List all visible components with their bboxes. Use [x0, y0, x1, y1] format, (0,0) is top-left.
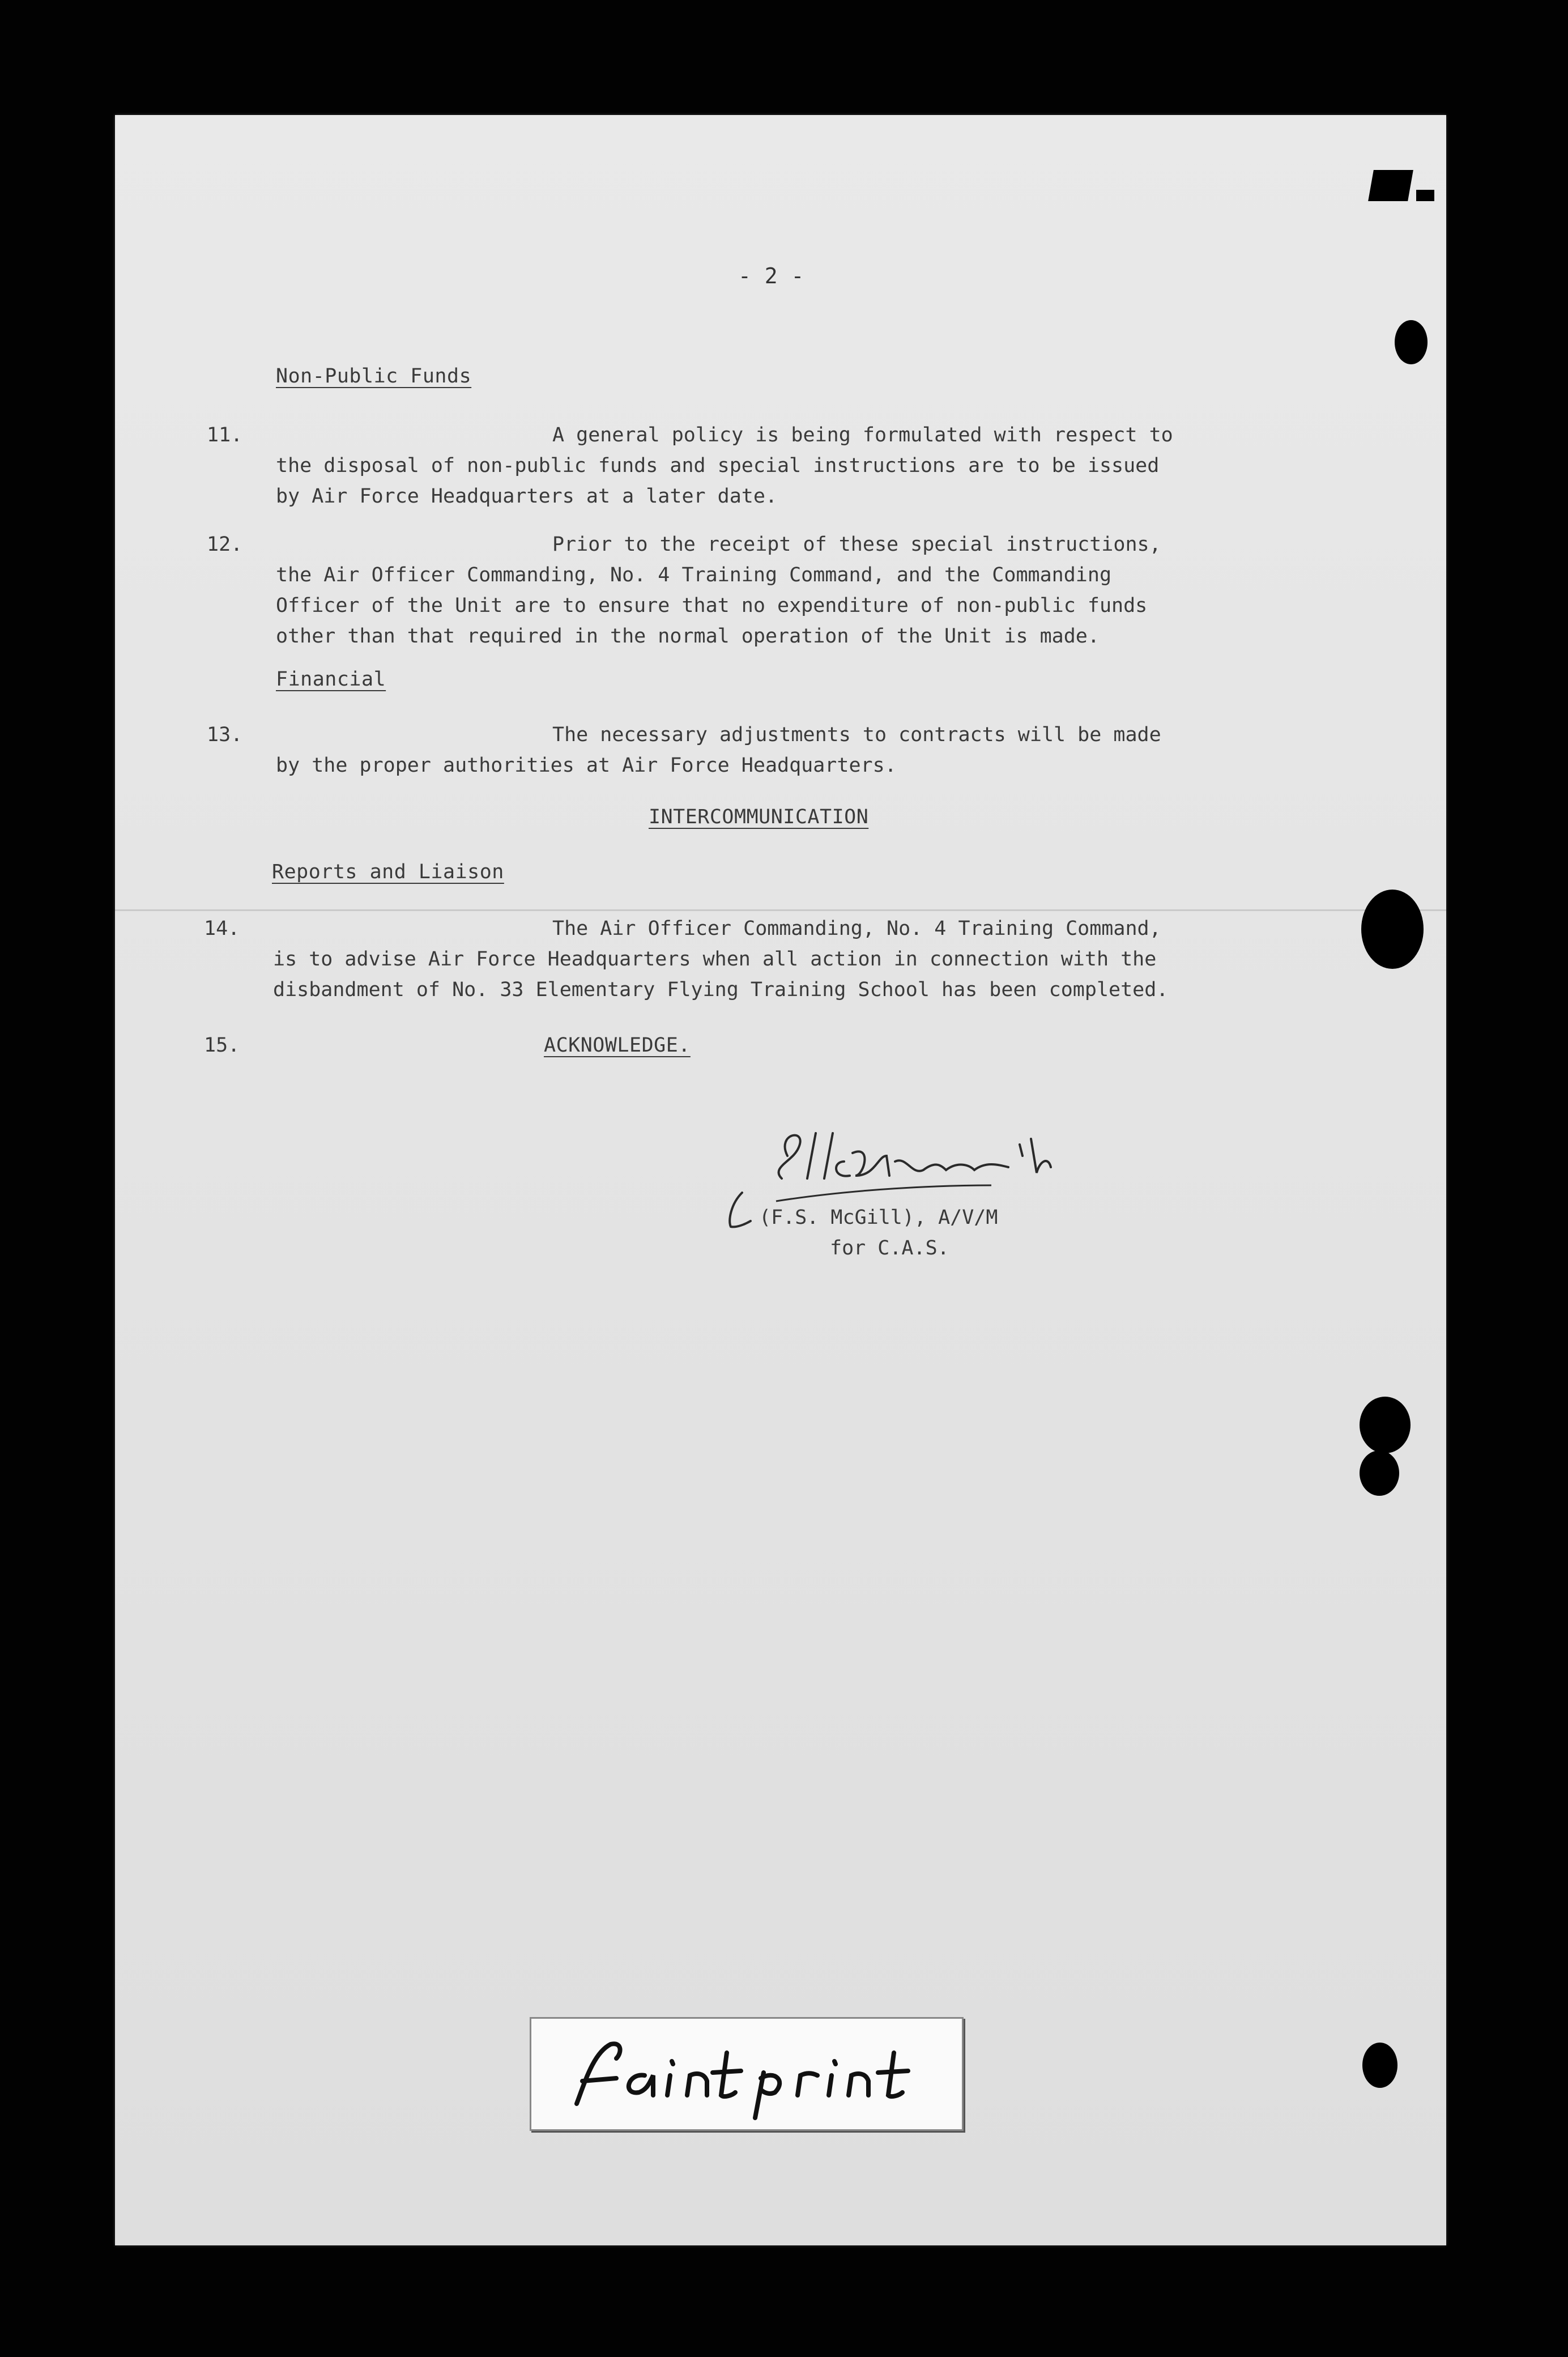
fold-line — [115, 909, 1446, 911]
handwritten-signature — [753, 1122, 1093, 1212]
heading-financial: Financial — [276, 668, 386, 691]
para-11-line-1: A general policy is being formulated with respect to — [552, 424, 1173, 446]
punch-hole-top — [1395, 320, 1428, 364]
para-13-line-1: The necessary adjustments to contracts will be made — [552, 724, 1161, 746]
punch-hole-lower-middle-2 — [1360, 1450, 1399, 1496]
para-11-line-2: the disposal of non-public funds and special instructions are to be issued — [276, 454, 1160, 477]
para-12-line-4: other than that required in the normal operation of the Unit is made. — [276, 625, 1100, 648]
page-number: - 2 - — [738, 263, 804, 288]
faint-print-handwriting — [531, 2019, 962, 2129]
para-12-line-1: Prior to the receipt of these special instructions, — [552, 533, 1161, 556]
para-12-line-3: Officer of the Unit are to ensure that no expenditure of non-public funds — [276, 594, 1148, 617]
para-15-number: 15. — [204, 1034, 240, 1057]
para-13-line-2: by the proper authorities at Air Force Headquarters. — [276, 754, 897, 777]
corner-mark — [1368, 170, 1413, 201]
heading-intercommunication: INTERCOMMUNICATION — [649, 806, 869, 828]
para-14-line-3: disbandment of No. 33 Elementary Flying Training School has been completed. — [273, 978, 1169, 1001]
punch-hole-upper-middle — [1361, 890, 1424, 969]
para-14-line-1: The Air Officer Commanding, No. 4 Training Command, — [552, 917, 1161, 940]
para-11-number: 11. — [207, 424, 243, 446]
corner-mark-dash — [1416, 190, 1434, 201]
heading-non-public-funds: Non-Public Funds — [276, 365, 472, 388]
para-12-number: 12. — [207, 533, 243, 556]
signature-name-line: (F.S. McGill), A/V/M — [759, 1206, 998, 1229]
para-11-line-3: by Air Force Headquarters at a later date. — [276, 485, 778, 508]
para-14-line-2: is to advise Air Force Headquarters when all action in connection with the — [273, 948, 1157, 971]
faint-print-stamp — [530, 2017, 964, 2131]
heading-reports-and-liaison: Reports and Liaison — [272, 861, 504, 883]
punch-hole-lower-middle — [1360, 1397, 1411, 1453]
initial-mark — [719, 1187, 753, 1232]
signature-for-line: for C.A.S. — [830, 1237, 949, 1260]
para-12-line-2: the Air Officer Commanding, No. 4 Training Command, and the Commanding — [276, 564, 1112, 586]
acknowledge-text: ACKNOWLEDGE. — [544, 1034, 691, 1057]
para-13-number: 13. — [207, 724, 243, 746]
para-14-number: 14. — [204, 917, 240, 940]
punch-hole-bottom — [1362, 2043, 1397, 2088]
